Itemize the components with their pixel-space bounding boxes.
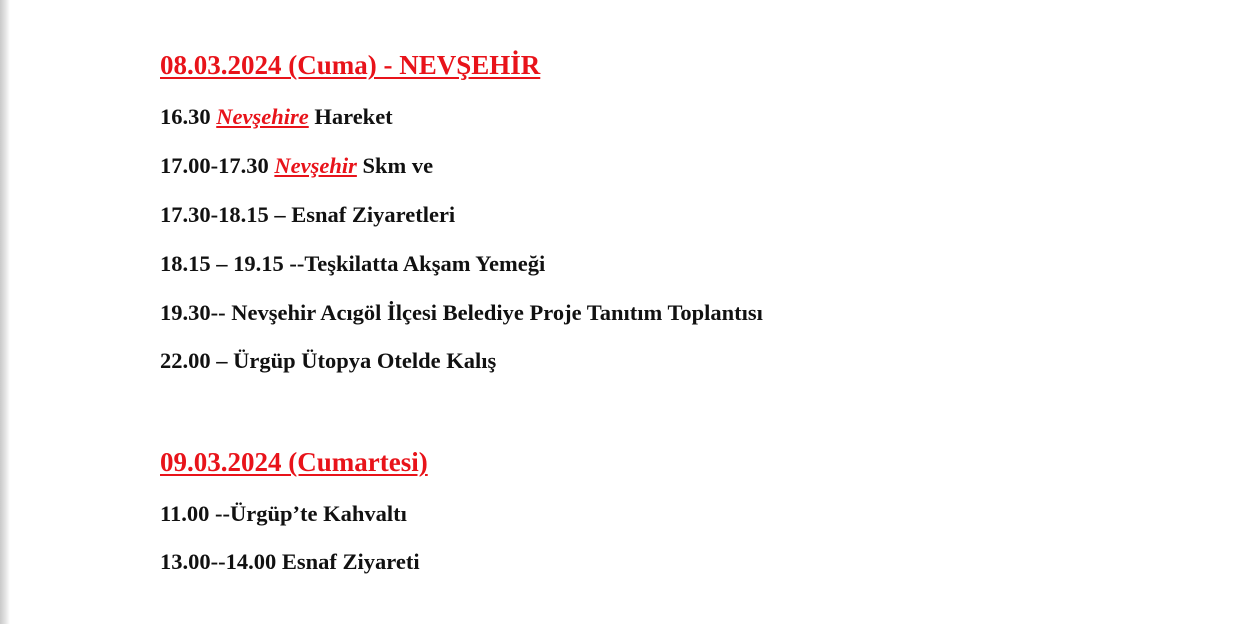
schedule-line: 17.30-18.15 – Esnaf Ziyaretleri — [160, 202, 456, 227]
place-link: Nevşehir — [274, 153, 357, 178]
schedule-line — [160, 106, 393, 129]
schedule-time: 17.00-17.30 — [160, 153, 275, 178]
place-link: Nevşehire — [216, 104, 309, 129]
schedule-text: Hareket — [308, 104, 393, 129]
schedule-line: 22.00 – Ürgüp Ütopya Otelde Kalış — [160, 348, 497, 373]
schedule-line — [160, 155, 433, 178]
schedule-time: 16.30 — [160, 104, 217, 129]
schedule-line: 11.00 --Ürgüp’te Kahvaltı — [160, 501, 407, 526]
schedule-text: Skm ve — [356, 153, 434, 178]
schedule-line: 18.15 – 19.15 --Teşkilatta Akşam Yemeği — [160, 251, 546, 276]
schedule-line: 19.30-- Nevşehir Acıgöl İlçesi Belediye Proje Tanıtım Toplantısı — [160, 300, 763, 325]
section-heading-day2: 09.03.2024 (Cumartesi) — [160, 447, 428, 477]
page-left-edge-shadow — [0, 0, 10, 624]
section-heading-day1: 08.03.2024 (Cuma) - NEVŞEHİR — [160, 50, 541, 80]
schedule-line: 13.00--14.00 Esnaf Ziyareti — [160, 549, 420, 574]
